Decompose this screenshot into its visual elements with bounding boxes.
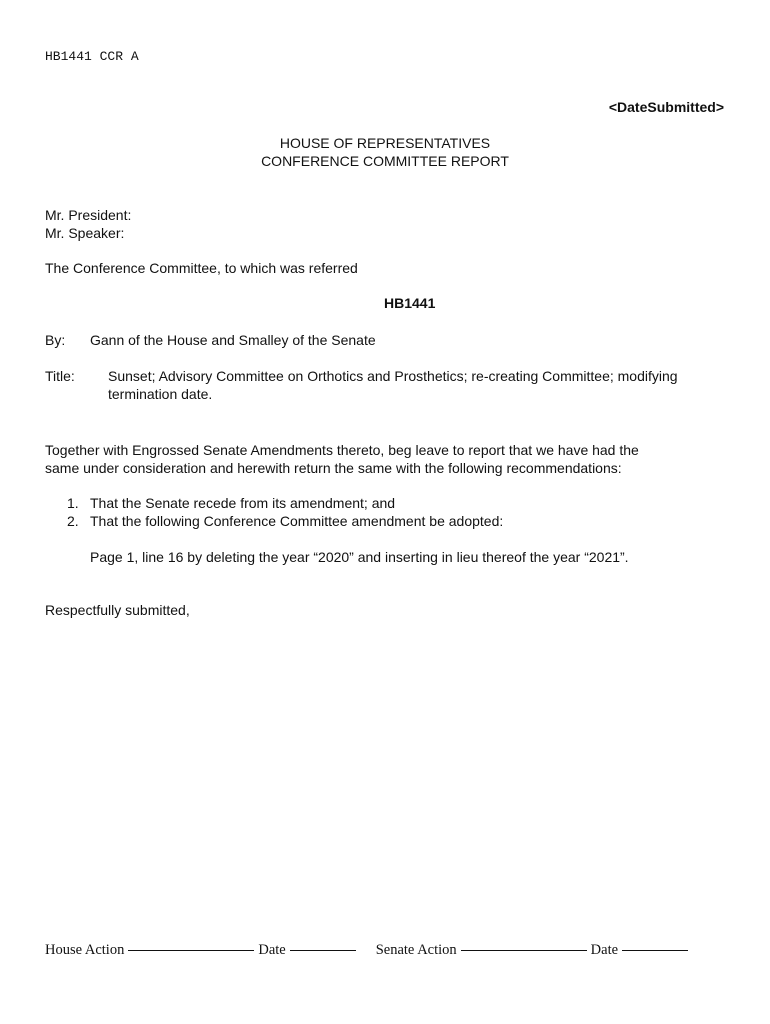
date-label-1: Date	[258, 942, 286, 958]
senate-action-label: Senate Action	[375, 942, 457, 958]
recommendation-2-number: 2.	[67, 513, 79, 529]
date-blank-2	[622, 949, 688, 951]
body-line-2: same under consideration and herewith return the same with the following recommendations:	[45, 460, 622, 476]
document-code: HB1441 CCR A	[45, 49, 139, 64]
date-submitted-placeholder: <DateSubmitted>	[608, 99, 724, 115]
intro-text: The Conference Committee, to which was referred	[45, 260, 358, 276]
house-action-label: House Action	[45, 942, 125, 958]
body-line-1: Together with Engrossed Senate Amendments thereto, beg leave to report that we have had the	[45, 442, 639, 458]
by-label: By:	[45, 332, 66, 348]
title-line-1: HOUSE OF REPRESENTATIVES	[279, 135, 491, 151]
salutation-president: Mr. President:	[45, 207, 132, 223]
senate-action-blank	[461, 949, 587, 951]
bill-number: HB1441	[384, 295, 436, 311]
recommendation-2-text: That the following Conference Committee amendment be adopted:	[90, 513, 504, 529]
house-action-blank	[128, 949, 254, 951]
title-line-2: CONFERENCE COMMITTEE REPORT	[261, 153, 509, 169]
title-label: Title:	[45, 368, 75, 384]
title-value-line-2: termination date.	[108, 386, 213, 402]
footer-action-line	[45, 941, 692, 959]
recommendation-1-text: That the Senate recede from its amendment; and	[90, 495, 396, 511]
by-value: Gann of the House and Smalley of the Senate	[90, 332, 376, 348]
closing-text: Respectfully submitted,	[45, 602, 190, 618]
date-blank-1	[290, 949, 356, 951]
amendment-text: Page 1, line 16 by deleting the year “2020” and inserting in lieu thereof the year “2021”.	[90, 549, 629, 565]
date-label-2: Date	[590, 942, 619, 958]
salutation-speaker: Mr. Speaker:	[45, 225, 125, 241]
title-value-line-1: Sunset; Advisory Committee on Orthotics and Prosthetics; re-creating Committee; modifying	[108, 368, 678, 384]
recommendation-1-number: 1.	[67, 495, 79, 511]
